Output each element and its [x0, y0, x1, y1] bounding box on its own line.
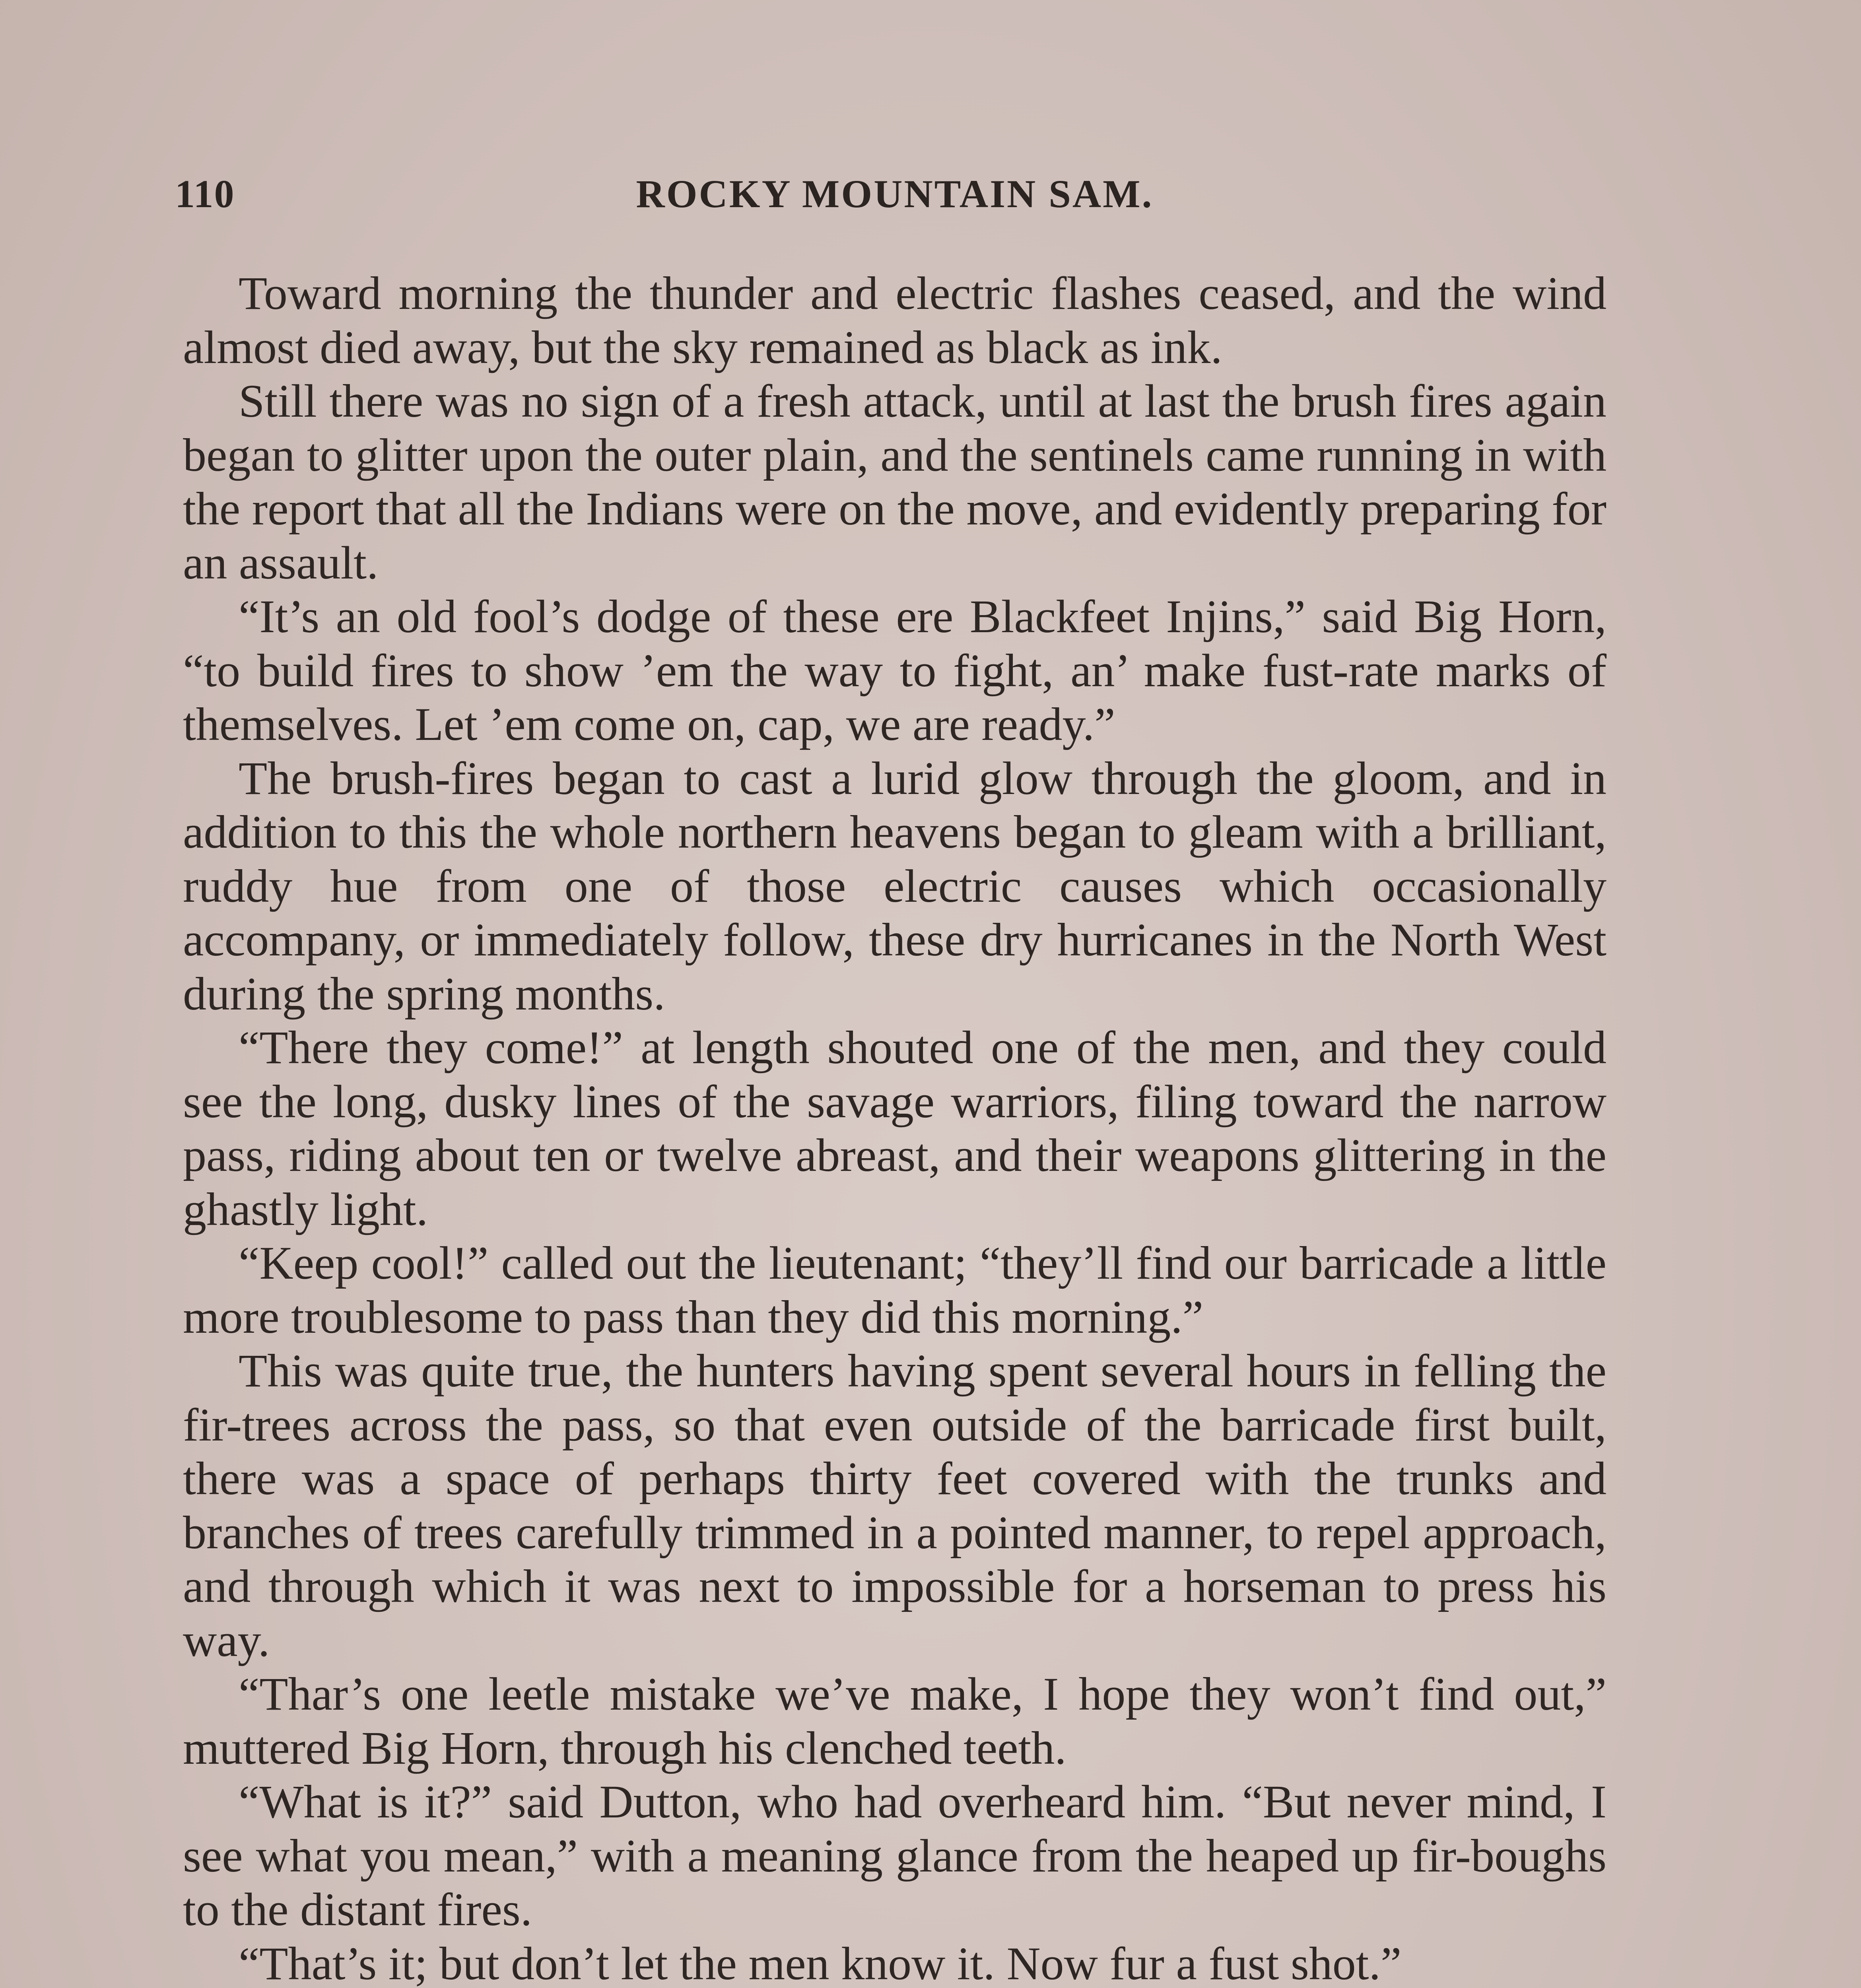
paragraph: “There they come!” at length shouted one of the men, and they could see the long, dusky lines of the savage warriors, filing toward the narrow pass, riding about ten or twelve abreast, and their weapons glittering in the ghastly light.: [183, 1021, 1607, 1235]
paragraph: Still there was no sign of a fresh attack, until at last the brush fires again began to glitter upon the outer plain, and the sentinels came running in with the report that all the Indians were on the move, and evidently preparing for an assault.: [183, 375, 1607, 589]
paragraph: “Thar’s one leetle mistake we’ve make, I hope they won’t find out,” muttered Big Horn, through his clenched teeth.: [183, 1668, 1607, 1774]
paragraph: The brush-fires began to cast a lurid glow through the gloom, and in addition to this the whole northern heavens began to gleam with a brilliant, ruddy hue from one of those electric causes which occasionally accompany, or immediately follow, these dry hurricanes in the North West during the spring months.: [183, 752, 1607, 1020]
paragraph: “Keep cool!” called out the lieutenant; “they’ll find our barricade a little more troublesome to pass than they did this morning.”: [183, 1237, 1607, 1343]
paragraph: “What is it?” said Dutton, who had overheard him. “But never mind, I see what you mean,” with a meaning glance from the heaped up fir-boughs to the distant fires.: [183, 1776, 1607, 1936]
paragraph: This was quite true, the hunters having spent several hours in felling the fir-trees across the pass, so that even outside of the barricade first built, there was a space of perhaps thirty feet covered with the trunks and branches of trees carefully trimmed in a pointed manner, to repel approach, and through which it was next to impossible for a horseman to press his way.: [183, 1345, 1607, 1666]
page-header: [175, 171, 1614, 223]
body-text: [183, 266, 1607, 1988]
paragraph: “That’s it; but don’t let the men know it. Now fur a fust shot.”: [239, 1937, 1402, 1988]
running-title: ROCKY MOUNTAIN SAM.: [636, 172, 1154, 216]
page-number: 110: [175, 172, 235, 216]
paragraph: “It’s an old fool’s dodge of these ere Blackfeet Injins,” said Big Horn, “to build fires to show ’em the way to fight, an’ make fust-rate marks of themselves. Let ’em come on, cap, we are ready.”: [183, 590, 1607, 750]
paragraph: Toward morning the thunder and electric flashes ceased, and the wind almost died away, but the sky remained as black as ink.: [183, 267, 1607, 373]
